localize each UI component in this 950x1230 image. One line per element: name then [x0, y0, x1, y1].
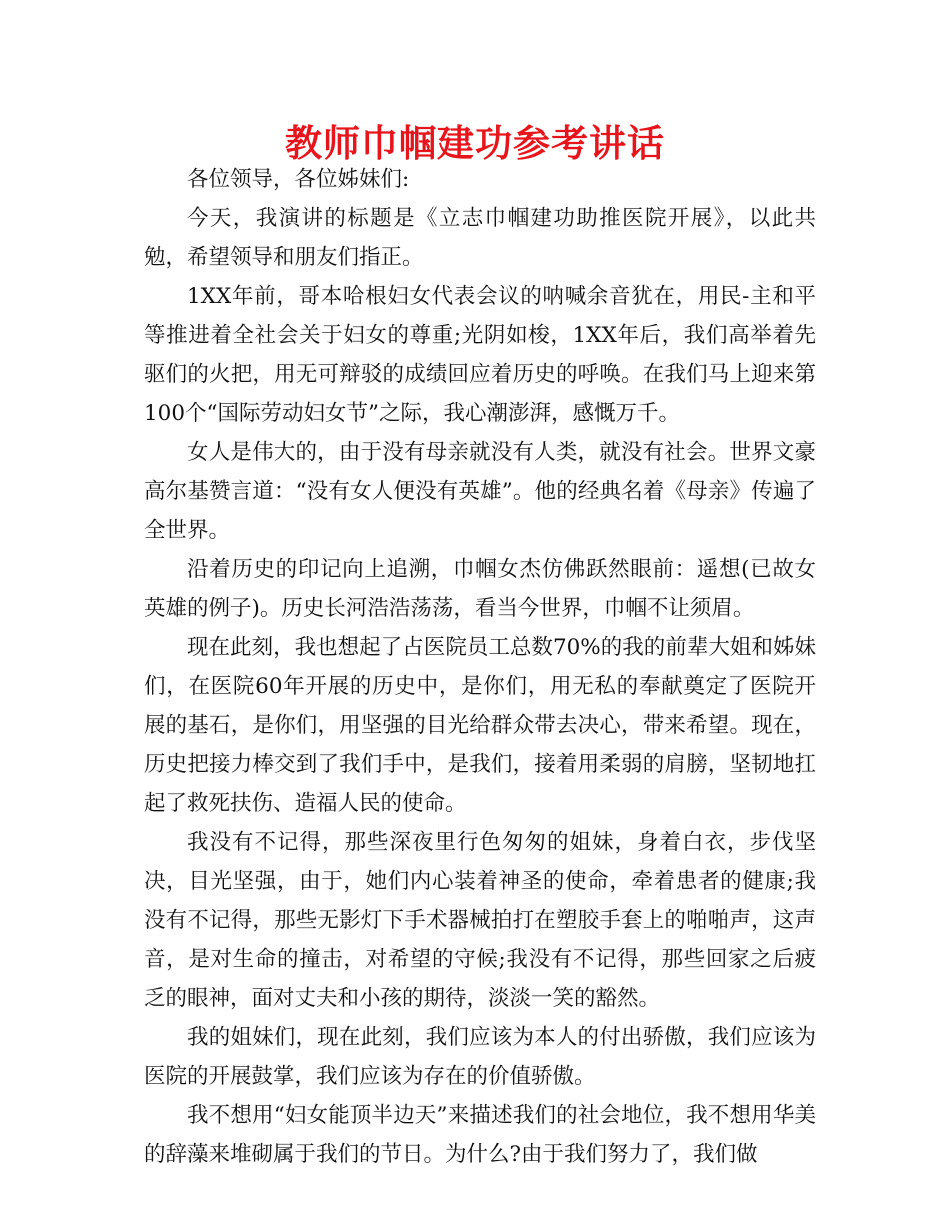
paragraph: 我不想用“妇女能顶半边天”来描述我们的社会地位，我不想用华美的辞藻来堆砌属于我们的节日。为什么?由于我们努力了，我们做: [144, 1103, 816, 1167]
paragraph: 我没有不记得，那些深夜里行色匆匆的姐妹，身着白衣，步伐坚决，目光坚强，由于，她们内心装着神圣的使命，牵着患者的健康;我没有不记得，那些无影灯下手术器械拍打在塑胶手套上的啪啪声，这声音，是对生命的撞击，对希望的守候;我没有不记得，那些回家之后疲乏的眼神，面对丈夫和小孩的期待，淡淡一笑的豁然。: [144, 830, 816, 1011]
paragraph: 1XX年前，哥本哈根妇女代表会议的呐喊余音犹在，用民-主和平等推进着全社会关于妇女的尊重;光阴如梭，1XX年后，我们高举着先驱们的火把，用无可辩驳的成绩回应着历史的呼唤。在我们马上迎来第100个“国际劳动妇女节”之际，我心潮澎湃，感慨万千。: [144, 284, 816, 426]
document-body: [144, 160, 816, 1174]
paragraph: 现在此刻，我也想起了占医院员工总数70%的我的前辈大姐和姊妹们，在医院60年开展的历史中，是你们，用无私的奉献奠定了医院开展的基石，是你们，用坚强的目光给群众带去决心，带来希望。现在，历史把接力棒交到了我们手中，是我们，接着用柔弱的肩膀，坚韧地扛起了救死扶伤、造福人民的使命。: [144, 635, 816, 816]
paragraph-salutation: 各位领导，各位姊妹们:: [187, 167, 410, 192]
paragraph: 沿着历史的印记向上追溯，巾帼女杰仿佛跃然眼前：遥想(已故女英雄的例子)。历史长河浩浩荡荡，看当今世界，巾帼不让须眉。: [144, 557, 816, 621]
paragraph: 女人是伟大的，由于没有母亲就没有人类，就没有社会。世界文豪高尔基赞言道：“没有女人便没有英雄”。他的经典名着《母亲》传遍了全世界。: [144, 440, 816, 543]
document-title: 教师巾帼建功参考讲话: [285, 122, 665, 165]
paragraph: 今天，我演讲的标题是《立志巾帼建功助推医院开展》，以此共勉，希望领导和朋友们指正。: [144, 206, 816, 270]
paragraph: 我的姐妹们，现在此刻，我们应该为本人的付出骄傲，我们应该为医院的开展鼓掌，我们应该为存在的价值骄傲。: [144, 1025, 816, 1089]
